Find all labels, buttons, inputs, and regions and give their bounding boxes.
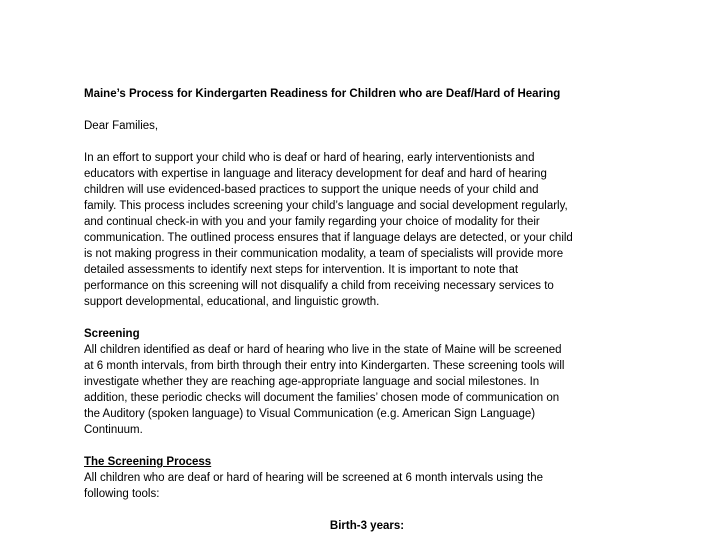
screening-process-heading: The Screening Process: [84, 456, 212, 468]
intro-paragraph-line: In an effort to support your child who is deaf or hard of hearing, early interventionists and: [84, 152, 535, 164]
blank-line: [84, 134, 650, 150]
screening-heading: Screening: [84, 328, 140, 340]
intro-paragraph-line: performance on this screening will not disqualify a child from receiving necessary services to: [84, 280, 554, 292]
process-paragraph-line: All children who are deaf or hard of hearing will be screened at 6 month intervals using the: [84, 472, 543, 484]
screening-paragraph-line: Continuum.: [84, 424, 143, 436]
document-body: [84, 86, 650, 534]
intro-paragraph-line: children will use evidenced-based practices to support the unique needs of your child and: [84, 184, 539, 196]
screening-paragraph-line: at 6 month intervals, from birth through their entry into Kindergarten. These screening tools will: [84, 360, 565, 372]
intro-paragraph-line: educators with expertise in language and literacy development for deaf and hard of hearing: [84, 168, 547, 180]
blank-line: [84, 102, 650, 118]
intro-paragraph-line: is not making progress in their communication modality, a team of specialists will provide more: [84, 248, 564, 260]
intro-paragraph-line: support developmental, educational, and linguistic growth.: [84, 296, 380, 308]
intro-paragraph-line: and continual check-in with you and your family regarding your choice of modality for their: [84, 216, 540, 228]
intro-paragraph-line: family. This process includes screening your child’s language and social development regularly,: [84, 200, 568, 212]
blank-line: [84, 502, 650, 518]
birth-to-3-heading: Birth-3 years:: [329, 520, 405, 532]
screening-paragraph-line: investigate whether they are reaching age-appropriate language and social milestones. In: [84, 376, 540, 388]
blank-line: [84, 438, 650, 454]
intro-paragraph-line: detailed assessments to identify next steps for intervention. It is important to note that: [84, 264, 519, 276]
screening-paragraph-line: the Auditory (spoken language) to Visual Communication (e.g. American Sign Language): [84, 408, 536, 420]
screening-paragraph-line: addition, these periodic checks will document the families’ chosen mode of communication on: [84, 392, 560, 404]
process-paragraph-line: following tools:: [84, 488, 160, 500]
blank-line: [84, 310, 650, 326]
intro-paragraph-line: communication. The outlined process ensures that if language delays are detected, or your child: [84, 232, 573, 244]
document-title: Maine’s Process for Kindergarten Readiness for Children who are Deaf/Hard of Hearing: [84, 88, 561, 100]
salutation: Dear Families,: [84, 120, 159, 132]
screening-paragraph-line: All children identified as deaf or hard of hearing who live in the state of Maine will be screened: [84, 344, 562, 356]
